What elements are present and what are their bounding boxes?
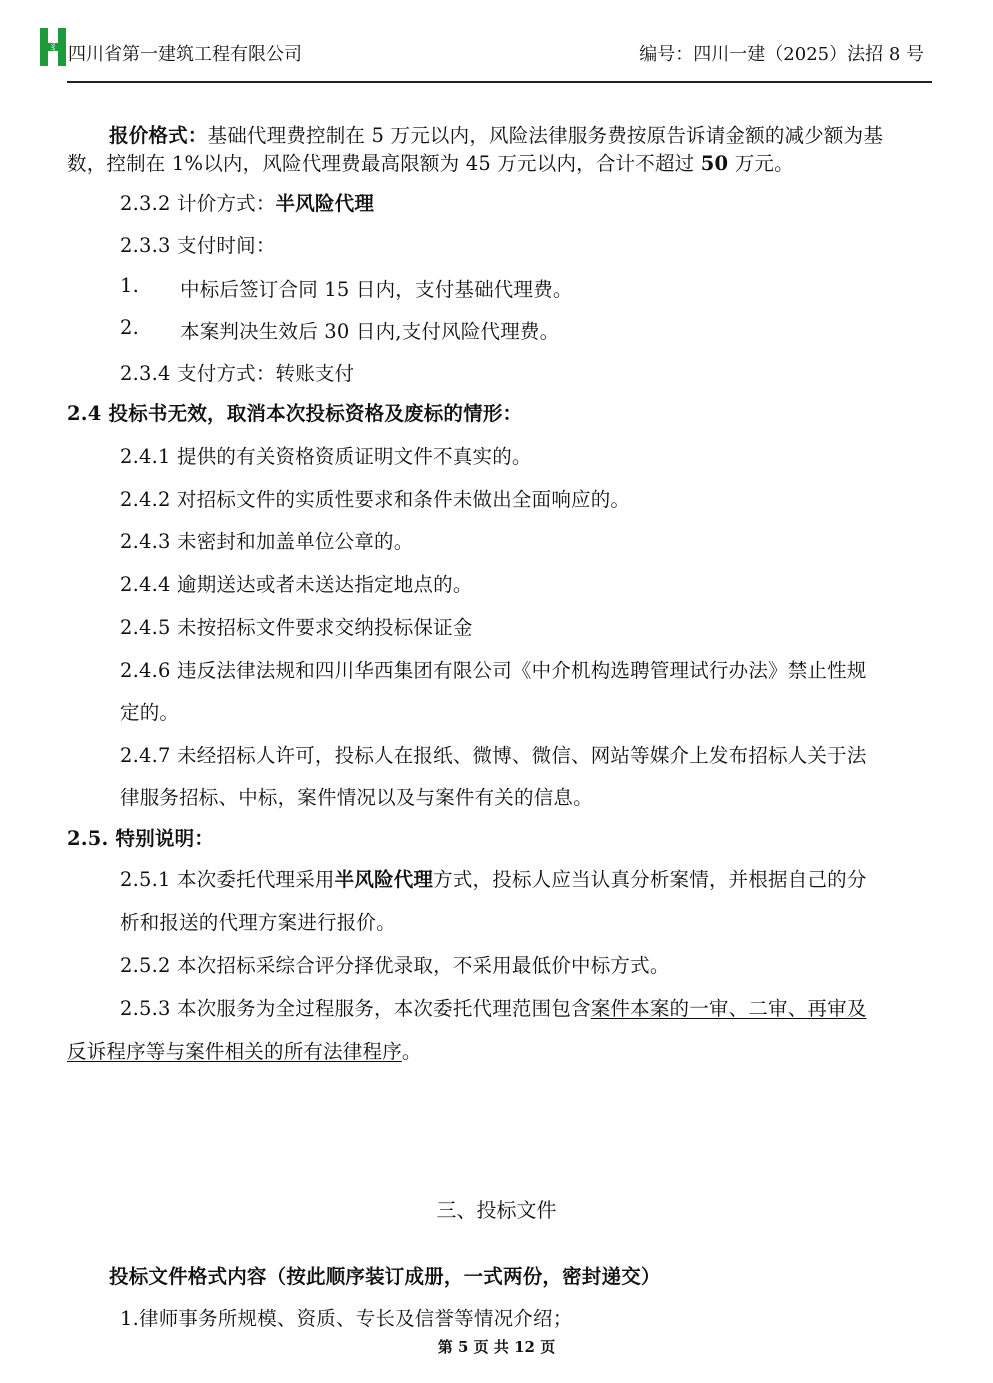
section-3-title: 三、投标文件 [436,1198,557,1222]
section-2-5-1-cont: 析和报送的代理方案进行报价。 [120,911,396,934]
section-2-4-5: 2.4.5 未按招标文件要求交纳投标保证金 [120,616,473,639]
pay1-num: 1. [120,274,140,297]
bid-format-heading: 投标文件格式内容（按此顺序装订成册，一式两份，密封递交） [109,1265,661,1288]
bid-item-1: 1.律师事务所规模、资质、专长及信誉等情况介绍； [120,1307,573,1330]
section-2-5-heading: 2.5. 特别说明： [67,827,215,850]
s253-b2: 。 [401,1040,422,1063]
quote-cont-c: 万元。 [728,152,794,175]
huashi-logo-icon [40,28,66,66]
payment-item-2 [120,316,560,343]
pay2-num: 2. [120,316,140,339]
quote-format-line [109,120,883,148]
s232-label: 2.3.2 计价方式： [120,192,276,215]
company-name: 四川省第一建筑工程有限公司 [68,44,302,65]
section-2-5-3 [120,993,867,1021]
section-2-3-2 [120,188,374,216]
section-2-4-2: 2.4.2 对招标文件的实质性要求和条件未做出全面响应的。 [120,488,631,511]
section-2-5-2: 2.5.2 本次招标采综合评分择优录取，不采用最低价中标方式。 [120,954,670,977]
quote-format-text: 基础代理费控制在 5 万元以内，风险法律服务费按原告诉请金额的减少额为基 [207,124,884,147]
header-divider [67,81,932,83]
page-footer: 第 5 页 共 12 页 [437,1338,556,1356]
section-2-4-6-cont: 定的。 [120,701,180,724]
quote-cont-a: 数，控制在 1%以内，风险代理费最高限额为 45 万元以内，合计不超过 [67,152,701,175]
payment-item-1 [120,274,573,301]
section-2-4-1: 2.4.1 提供的有关资格资质证明文件不真实的。 [120,445,532,468]
document-number: 编号：四川一建（2025）法招 8 号 [639,44,924,65]
pay1-text: 中标后签订合同 15 日内，支付基础代理费。 [180,278,573,301]
s232-value: 半风险代理 [275,192,375,215]
section-2-4-3: 2.4.3 未密封和加盖单位公章的。 [120,530,414,553]
section-2-5-3-cont [67,1036,422,1064]
s253-a1: 2.5.3 本次服务为全过程服务，本次委托代理范围包含 [120,997,591,1020]
s251-a1: 2.5.1 本次委托代理采用 [120,868,335,891]
section-2-4-6: 2.4.6 违反法律法规和四川华西集团有限公司《中介机构选聘管理试行办法》禁止性规 [120,659,867,682]
quote-total-value: 50 [700,152,729,175]
s253-a2: 案件本案的一审、二审、再审及 [590,997,867,1020]
s251-a2: 半风险代理 [334,868,434,891]
section-2-4-7: 2.4.7 未经招标人许可，投标人在报纸、微博、微信、网站等媒介上发布招标人关于法 [120,744,867,767]
svg-text:HUASHI: HUASHI [51,39,56,55]
pay2-text: 本案判决生效后 30 日内,支付风险代理费。 [180,320,560,343]
section-2-4-4: 2.4.4 逾期送达或者未送达指定地点的。 [120,573,473,596]
page-header [40,28,932,82]
section-2-5-1 [120,864,867,892]
s251-a3: 方式，投标人应当认真分析案情，并根据自己的分 [433,868,867,891]
s253-b1: 反诉程序等与案件相关的所有法律程序 [67,1040,402,1063]
quote-format-cont [67,148,794,176]
section-2-3-3: 2.3.3 支付时间： [120,234,276,257]
section-2-3-4: 2.3.4 支付方式：转账支付 [120,362,355,385]
quote-format-label: 报价格式： [109,124,208,147]
section-2-4-heading: 2.4 投标书无效，取消本次投标资格及废标的情形： [67,402,523,425]
section-2-4-7-cont: 律服务招标、中标，案件情况以及与案件有关的信息。 [120,786,593,809]
